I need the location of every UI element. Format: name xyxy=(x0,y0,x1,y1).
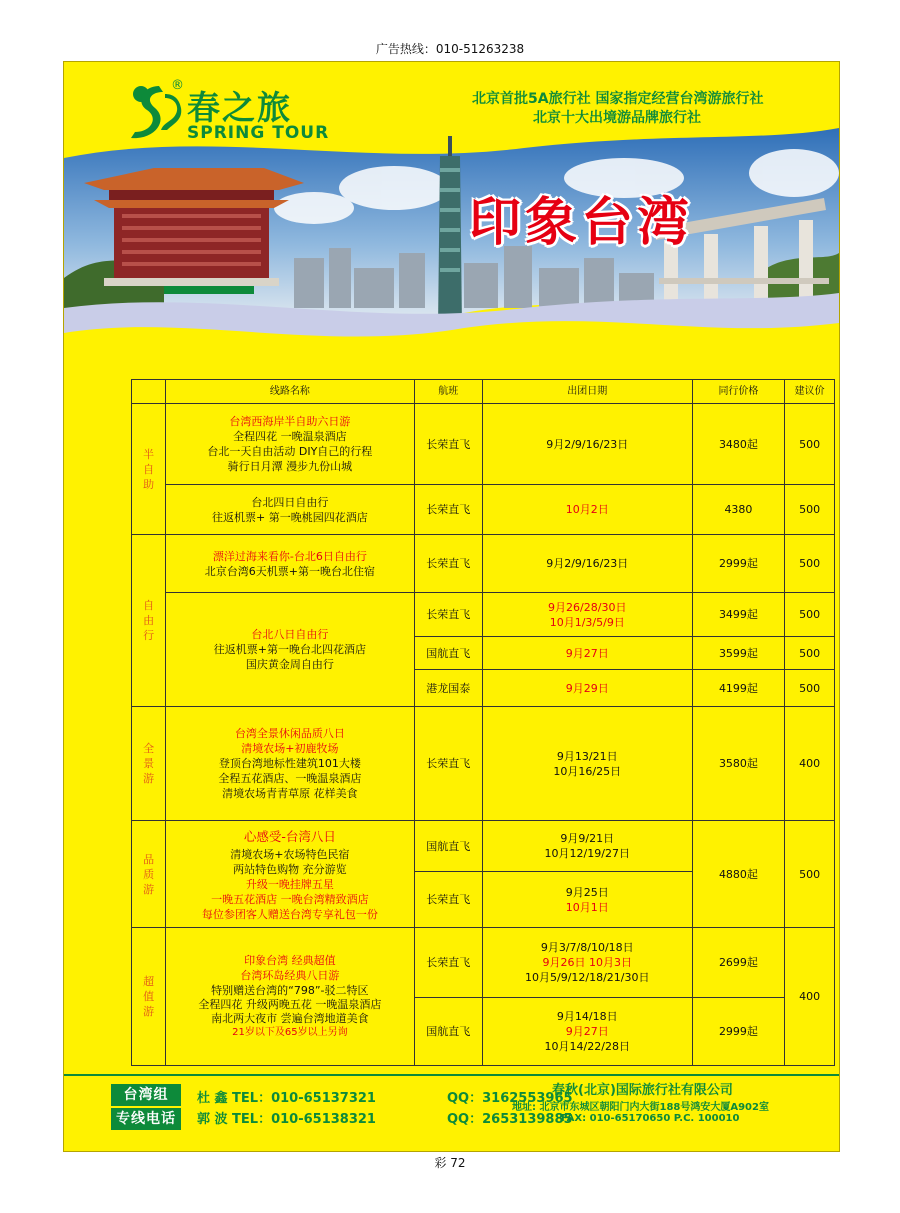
route-title: 心感受-台湾八日 xyxy=(243,828,336,844)
date-cell: 9月27日 xyxy=(482,637,692,670)
route-price-table xyxy=(131,379,835,1066)
table-row xyxy=(132,928,835,998)
page-number: 彩 72 xyxy=(434,1156,466,1170)
category-panoramic: 全 景 游 xyxy=(132,707,166,821)
header-suggested-price: 建议价 xyxy=(785,380,835,404)
date-line: 9月13/21日 xyxy=(556,749,618,763)
taiwan-group-badge: 台湾组 xyxy=(111,1084,181,1106)
route-detail: 北京台湾6天机票+第一晚台北住宿 xyxy=(204,564,375,578)
suggested-price-cell: 400 xyxy=(785,707,835,821)
route-name-cell xyxy=(166,404,414,485)
flight-cell: 国航直飞 xyxy=(414,637,482,670)
slogan-line-2: 北京十大出境游品牌旅行社 xyxy=(533,110,701,126)
brochure-panel xyxy=(63,61,840,1152)
suggested-price-cell: 500 xyxy=(785,670,835,707)
price-cell: 4199起 xyxy=(692,670,785,707)
route-detail: 升级一晚挂牌五星 xyxy=(245,877,334,891)
date-cell xyxy=(482,707,692,821)
logo-english-name: SPRING TOUR xyxy=(187,123,330,143)
table-row xyxy=(132,485,835,535)
route-detail: 国庆黄金周自由行 xyxy=(245,658,334,671)
header-flight: 航班 xyxy=(414,380,482,404)
price-cell: 3480起 xyxy=(692,404,785,485)
route-detail: 全程五花酒店、一晚温泉酒店 xyxy=(218,772,362,785)
date-cell xyxy=(482,928,692,998)
date-cell: 9月29日 xyxy=(482,670,692,707)
route-title: 台北四日自由行 xyxy=(251,495,329,509)
date-cell: 10月2日 xyxy=(482,485,692,535)
price-cell: 2699起 xyxy=(692,928,785,998)
date-cell xyxy=(482,821,692,872)
route-detail: 一晚五花酒店 一晚台湾精致酒店 xyxy=(211,892,369,906)
category-value: 超 值 游 xyxy=(132,928,166,1066)
date-cell xyxy=(482,593,692,637)
contact-2-tel: 郭 波 TEL：010-65138321 xyxy=(197,1112,376,1127)
suggested-price-cell: 500 xyxy=(785,404,835,485)
route-name-cell xyxy=(166,928,414,1066)
route-detail: 全程四花 升级两晚五花 一晚温泉酒店 xyxy=(198,998,382,1011)
route-detail: 清境农场青青草原 花样美食 xyxy=(222,787,358,800)
flight-cell: 国航直飞 xyxy=(414,821,482,872)
route-detail: 往返机票+ 第一晚桃园四花酒店 xyxy=(211,510,368,524)
date-cell xyxy=(482,998,692,1066)
route-title: 印象台湾 经典超值 xyxy=(244,954,336,967)
date-line: 9月27日 xyxy=(565,1025,609,1038)
date-cell: 9月2/9/16/23日 xyxy=(482,535,692,593)
price-cell: 4880起 xyxy=(692,821,785,928)
date-line: 9月26日 10月3日 xyxy=(542,956,632,969)
date-line: 10月14/22/28日 xyxy=(544,1040,630,1053)
taiwan-landmarks-banner xyxy=(64,128,839,358)
flight-cell: 长荣直飞 xyxy=(414,485,482,535)
suggested-price-cell: 500 xyxy=(785,593,835,637)
date-line: 9月9/21日 xyxy=(560,832,615,845)
contact-1-qq: QQ：3162553965 xyxy=(447,1091,573,1106)
category-semi-self-guided: 半 自 助 xyxy=(132,404,166,535)
route-name-cell xyxy=(166,535,414,593)
slogan-line-1: 北京首批5A旅行社 国家指定经营台湾游旅行社 xyxy=(472,91,764,107)
route-subtitle: 清境农场+初鹿牧场 xyxy=(241,742,339,755)
route-detail: 两站特色购物 充分游览 xyxy=(233,862,347,876)
price-cell: 3599起 xyxy=(692,637,785,670)
table-row xyxy=(132,821,835,872)
flight-cell: 长荣直飞 xyxy=(414,404,482,485)
price-cell: 3499起 xyxy=(692,593,785,637)
contact-2-qq: QQ：2653139885 xyxy=(447,1112,573,1127)
price-cell: 2999起 xyxy=(692,998,785,1066)
route-title: 台北八日自由行 xyxy=(251,628,329,641)
table-row xyxy=(132,707,835,821)
footer-divider xyxy=(64,1074,839,1076)
hotline-badge: 专线电话 xyxy=(111,1108,181,1130)
route-name-cell xyxy=(166,821,414,928)
contact-1-tel: 杜 鑫 TEL：010-65137321 xyxy=(197,1091,376,1106)
date-line: 9月25日 xyxy=(565,885,609,899)
date-cell xyxy=(482,872,692,928)
banner-title: 印象台湾 xyxy=(469,192,694,253)
header-blank xyxy=(132,380,166,404)
date-line: 10月5/9/12/18/21/30日 xyxy=(525,971,650,984)
route-detail: 清境农场+农场特色民宿 xyxy=(230,847,350,861)
registered-mark: ® xyxy=(171,78,184,93)
route-detail: 登顶台湾地标性建筑101大楼 xyxy=(218,757,361,770)
date-line: 10月12/19/27日 xyxy=(544,847,630,860)
price-cell: 4380 xyxy=(692,485,785,535)
route-title: 台湾全景休闲品质八日 xyxy=(234,727,345,740)
route-detail: 台北一天自由活动 DIY自己的行程 xyxy=(207,445,373,458)
flight-cell: 国航直飞 xyxy=(414,998,482,1066)
route-name-cell xyxy=(166,707,414,821)
table-header-row xyxy=(132,380,835,404)
company-address: 地址: 北京市东城区朝阳门内大街188号鸿安大厦A902室 xyxy=(512,1102,769,1113)
route-name-cell xyxy=(166,593,414,707)
route-detail: 特别赠送台湾的“798”-驳二特区 xyxy=(211,984,369,997)
route-title: 漂洋过海来看你-台北6日自由行 xyxy=(212,549,367,563)
route-subtitle: 台湾环岛经典八日游 xyxy=(240,969,340,982)
flight-cell: 长荣直飞 xyxy=(414,928,482,998)
route-detail: 全程四花 一晚温泉酒店 xyxy=(233,430,347,443)
route-detail: 往返机票+第一晚台北四花酒店 xyxy=(213,643,366,656)
date-line: 10月16/25日 xyxy=(553,764,622,778)
price-cell: 3580起 xyxy=(692,707,785,821)
table-row xyxy=(132,593,835,637)
advert-hotline: 广告热线：010-51263238 xyxy=(375,42,525,56)
date-line: 10月1日 xyxy=(565,900,609,914)
route-name-cell xyxy=(166,485,414,535)
route-detail: 南北两大夜市 尝遍台湾地道美食 xyxy=(211,1012,369,1025)
header-departure-date: 出团日期 xyxy=(482,380,692,404)
contact-1 xyxy=(197,1087,573,1106)
header-route-name: 线路名称 xyxy=(166,380,414,404)
suggested-price-cell: 500 xyxy=(785,637,835,670)
taipei-101-illustration xyxy=(438,136,462,328)
company-fax: FAX: 010-65170650 P.C. 100010 xyxy=(561,1113,740,1124)
date-line: 9月14/18日 xyxy=(556,1010,618,1023)
flight-cell: 港龙国泰 xyxy=(414,670,482,707)
contact-2 xyxy=(197,1108,573,1127)
date-line: 10月1/3/5/9日 xyxy=(549,615,625,629)
table-row xyxy=(132,404,835,485)
suggested-price-cell: 500 xyxy=(785,535,835,593)
flight-cell: 长荣直飞 xyxy=(414,707,482,821)
route-detail: 骑行日月潭 漫步九份山城 xyxy=(227,460,353,473)
table-row xyxy=(132,535,835,593)
date-line: 9月26/28/30日 xyxy=(548,600,627,614)
date-cell: 9月2/9/16/23日 xyxy=(482,404,692,485)
category-free-travel: 自 由 行 xyxy=(132,535,166,707)
suggested-price-cell: 400 xyxy=(785,928,835,1066)
header-trade-price: 同行价格 xyxy=(692,380,785,404)
route-title: 台湾西海岸半自助六日游 xyxy=(229,415,351,428)
date-line: 9月3/7/8/10/18日 xyxy=(540,941,634,954)
suggested-price-cell: 500 xyxy=(785,821,835,928)
company-name: 春秋(北京)国际旅行社有限公司 xyxy=(552,1083,733,1098)
route-note: 21岁以下及65岁以上另询 xyxy=(232,1027,348,1038)
route-detail: 每位参团客人赠送台湾专享礼包一份 xyxy=(201,907,378,921)
flight-cell: 长荣直飞 xyxy=(414,593,482,637)
price-cell: 2999起 xyxy=(692,535,785,593)
flight-cell: 长荣直飞 xyxy=(414,872,482,928)
suggested-price-cell: 500 xyxy=(785,485,835,535)
logo-chinese-name: 春之旅 xyxy=(187,88,292,127)
category-quality: 品 质 游 xyxy=(132,821,166,928)
flight-cell: 长荣直飞 xyxy=(414,535,482,593)
